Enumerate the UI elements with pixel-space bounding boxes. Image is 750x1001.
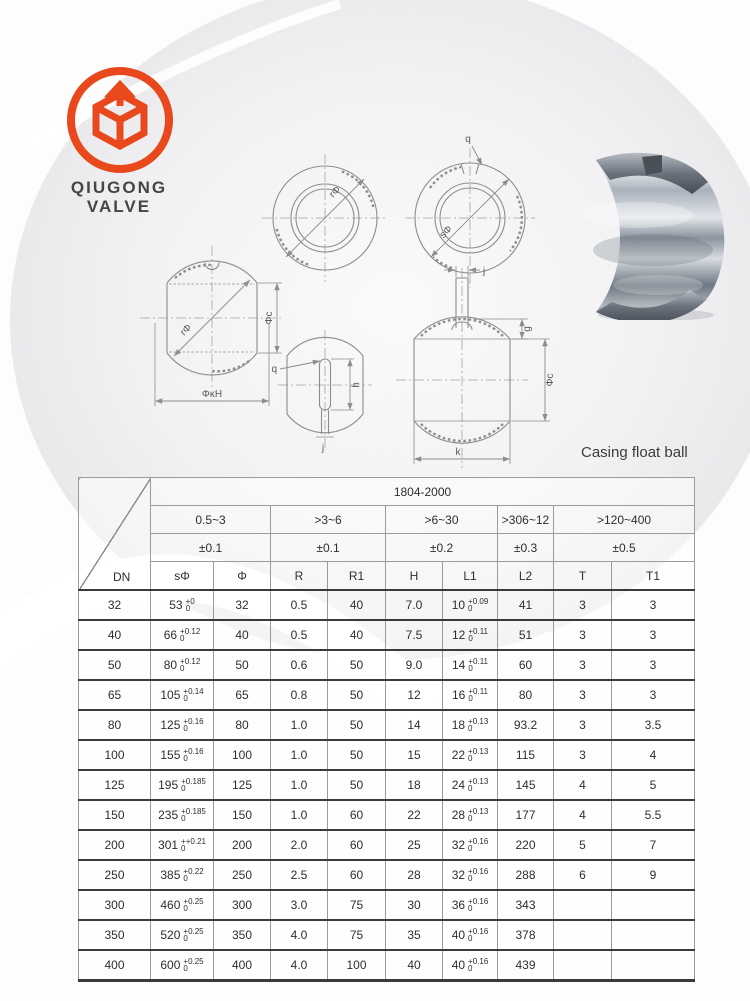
table-cell: 520 +0.25 0 [151, 920, 214, 950]
table-cell: 50 [79, 650, 151, 680]
table-row [79, 740, 695, 770]
table-cell: 14 +0.11 0 [443, 650, 498, 680]
column-header: H [386, 562, 443, 591]
table-row [79, 590, 695, 620]
table-cell: 220 [498, 830, 554, 860]
table-cell: 80 +0.12 0 [151, 650, 214, 680]
column-header: Φ [214, 562, 271, 591]
table-cell: 22 +0.13 0 [443, 740, 498, 770]
table-cell: 200 [214, 830, 271, 860]
table-cell: 100 [328, 950, 386, 981]
table-cell: 12 [386, 680, 443, 710]
dim-label-phi-c-2: Φc [545, 373, 556, 387]
table-cell: 155 +0.16 0 [151, 740, 214, 770]
table-cell: 5.5 [612, 800, 695, 830]
table-row [79, 860, 695, 890]
table-cell: 75 [328, 920, 386, 950]
range-header: >306~12 [498, 506, 554, 534]
table-cell: 3 [554, 710, 612, 740]
table-cell: 350 [79, 920, 151, 950]
table-cell: 66 +0.12 0 [151, 620, 214, 650]
table-cell: 40 [214, 620, 271, 650]
tolerance-header-row [79, 534, 695, 562]
table-cell: 4 [612, 740, 695, 770]
table-cell: 4.0 [271, 920, 328, 950]
table-cell: 50 [328, 680, 386, 710]
table-cell: 40 [328, 620, 386, 650]
drawing-front-view [262, 154, 388, 282]
table-cell: 14 [386, 710, 443, 740]
table-cell: 4 [554, 800, 612, 830]
dim-label-q: q [465, 134, 471, 145]
table-cell: 177 [498, 800, 554, 830]
tolerance-header: ±0.3 [498, 534, 554, 562]
table-cell: 32 [79, 590, 151, 620]
dn-corner-cell [79, 478, 151, 591]
column-header-row [79, 562, 695, 591]
table-row [79, 680, 695, 710]
table-cell [612, 920, 695, 950]
table-cell: 460 +0.25 0 [151, 890, 214, 920]
column-header: T [554, 562, 612, 591]
table-cell: 2.5 [271, 860, 328, 890]
table-cell: 250 [79, 860, 151, 890]
table-cell: 125 [214, 770, 271, 800]
table-cell: 400 [79, 950, 151, 981]
dim-label-k: k [455, 447, 461, 458]
dim-label-h: h [351, 382, 362, 388]
range-header: >3~6 [271, 506, 386, 534]
range-header-row [79, 506, 695, 534]
column-header: L2 [498, 562, 554, 591]
table-cell: 235 +0.185 0 [151, 800, 214, 830]
drawing-side-view-right [396, 266, 556, 468]
table-cell: 16 +0.11 0 [443, 680, 498, 710]
table-cell: 28 +0.13 0 [443, 800, 498, 830]
table-cell: 3 [612, 590, 695, 620]
table-cell: 7.0 [386, 590, 443, 620]
table-cell: 60 [328, 800, 386, 830]
table-cell: 1.0 [271, 800, 328, 830]
table-cell: 50 [214, 650, 271, 680]
table-cell: 28 [386, 860, 443, 890]
range-header: >6~30 [386, 506, 498, 534]
table-cell: 40 [386, 950, 443, 981]
table-cell: 100 [79, 740, 151, 770]
table-cell: 50 [328, 710, 386, 740]
table-cell: 150 [214, 800, 271, 830]
table-cell: 93.2 [498, 710, 554, 740]
table-cell: 50 [328, 650, 386, 680]
table-row [79, 830, 695, 860]
table-cell: 301 ++0.21 0 [151, 830, 214, 860]
tolerance-header: ±0.5 [554, 534, 695, 562]
table-cell: 10 +0.09 0 [443, 590, 498, 620]
table-cell: 40 +0.16 0 [443, 950, 498, 981]
table-cell: 100 [214, 740, 271, 770]
table-cell: 5 [612, 770, 695, 800]
table-cell: 3 [612, 680, 695, 710]
table-cell: 1.0 [271, 710, 328, 740]
table-cell: 600 +0.25 0 [151, 950, 214, 981]
table-cell: 250 [214, 860, 271, 890]
table-cell: 3 [554, 620, 612, 650]
spec-table-body [79, 590, 695, 981]
dim-label-r-phi-2: rΦ [178, 322, 195, 339]
table-cell: 9 [612, 860, 695, 890]
dim-label-j: j [483, 266, 486, 277]
table-cell: 40 +0.16 0 [443, 920, 498, 950]
table-cell: 3.5 [612, 710, 695, 740]
table-cell: 41 [498, 590, 554, 620]
table-cell: 7 [612, 830, 695, 860]
table-cell: 0.6 [271, 650, 328, 680]
table-cell: 3.0 [271, 890, 328, 920]
table-cell: 40 [79, 620, 151, 650]
table-row [79, 770, 695, 800]
table-cell: 2.0 [271, 830, 328, 860]
table-cell: 60 [328, 830, 386, 860]
table-cell: 12 +0.11 0 [443, 620, 498, 650]
table-cell: 65 [79, 680, 151, 710]
dim-label-g: g [522, 326, 533, 332]
table-row [79, 650, 695, 680]
table-cell: 105 +0.14 0 [151, 680, 214, 710]
column-header: sΦ [151, 562, 214, 591]
table-cell [554, 920, 612, 950]
table-cell: 3 [612, 650, 695, 680]
table-row [79, 620, 695, 650]
table-cell: 288 [498, 860, 554, 890]
table-cell: 3 [554, 740, 612, 770]
table-cell: 1.0 [271, 770, 328, 800]
table-cell: 53 +0 0 [151, 590, 214, 620]
table-cell: 3 [612, 620, 695, 650]
table-cell: 32 +0.16 0 [443, 860, 498, 890]
table-cell: 18 +0.13 0 [443, 710, 498, 740]
table-cell [554, 890, 612, 920]
column-header: R1 [328, 562, 386, 591]
company-name-line2: VALVE [86, 197, 152, 216]
table-cell [612, 890, 695, 920]
dim-label-phi-k-h: ΦκH [201, 389, 223, 400]
table-cell: 125 +0.16 0 [151, 710, 214, 740]
table-cell: 80 [79, 710, 151, 740]
table-cell: 4.0 [271, 950, 328, 981]
column-header: T1 [612, 562, 695, 591]
table-cell: 18 [386, 770, 443, 800]
table-cell: 22 [386, 800, 443, 830]
table-cell: 60 [328, 860, 386, 890]
table-cell: 385 +0.22 0 [151, 860, 214, 890]
table-cell: 439 [498, 950, 554, 981]
table-cell: 125 [79, 770, 151, 800]
drawing-front-view-notch [405, 134, 535, 288]
dim-label-j-2: j [321, 443, 325, 454]
table-cell: 5 [554, 830, 612, 860]
table-cell: 0.5 [271, 620, 328, 650]
table-cell: 400 [214, 950, 271, 981]
drawing-side-view-left [140, 246, 284, 406]
table-cell: 9.0 [386, 650, 443, 680]
table-cell: 75 [328, 890, 386, 920]
table-cell: 65 [214, 680, 271, 710]
table-cell: 145 [498, 770, 554, 800]
dim-label-r-phi: rΦ [327, 184, 344, 201]
table-cell: 350 [214, 920, 271, 950]
table-cell [554, 950, 612, 981]
table-cell: 24 +0.13 0 [443, 770, 498, 800]
table-cell: 36 +0.16 0 [443, 890, 498, 920]
table-cell: 3 [554, 680, 612, 710]
table-cell: 195 +0.185 0 [151, 770, 214, 800]
table-cell: 343 [498, 890, 554, 920]
table-cell: 0.5 [271, 590, 328, 620]
table-cell: 200 [79, 830, 151, 860]
table-cell: 1.0 [271, 740, 328, 770]
table-cell [612, 950, 695, 981]
table-cell: 4 [554, 770, 612, 800]
table-cell: 3 [554, 650, 612, 680]
table-cell: 15 [386, 740, 443, 770]
table-cell: 80 [214, 710, 271, 740]
product-photo-3d-ball [538, 120, 733, 320]
drawing-slot-view [271, 330, 372, 454]
tolerance-header: ±0.2 [386, 534, 498, 562]
dim-label-s-phi: sΦ [437, 223, 455, 241]
spec-table [78, 477, 695, 982]
table-cell: 50 [328, 740, 386, 770]
table-cell: 40 [328, 590, 386, 620]
dn-label: DN [113, 570, 131, 584]
table-row [79, 710, 695, 740]
table-cell: 30 [386, 890, 443, 920]
page-title: Casing float ball [581, 444, 688, 461]
table-cell: 7.5 [386, 620, 443, 650]
tolerance-header: ±0.1 [151, 534, 271, 562]
dim-label-q-2: q [271, 364, 277, 375]
table-row [79, 800, 695, 830]
table-cell: 32 +0.16 0 [443, 830, 498, 860]
table-row [79, 950, 695, 981]
table-cell: 3 [554, 590, 612, 620]
column-header: L1 [443, 562, 498, 591]
table-cell: 32 [214, 590, 271, 620]
series-header: 1804-2000 [151, 478, 695, 506]
table-cell: 300 [214, 890, 271, 920]
table-row [79, 890, 695, 920]
table-cell: 80 [498, 680, 554, 710]
company-name-line1: QIUGONG [70, 178, 168, 197]
range-header: >120~400 [554, 506, 695, 534]
table-cell: 115 [498, 740, 554, 770]
table-cell: 51 [498, 620, 554, 650]
table-cell: 0.8 [271, 680, 328, 710]
table-cell: 150 [79, 800, 151, 830]
dim-label-phi-c: Φc [264, 311, 275, 325]
table-cell: 300 [79, 890, 151, 920]
table-cell: 60 [498, 650, 554, 680]
table-cell: 35 [386, 920, 443, 950]
range-header: 0.5~3 [151, 506, 271, 534]
table-row [79, 920, 695, 950]
table-cell: 378 [498, 920, 554, 950]
column-header: R [271, 562, 328, 591]
table-cell: 6 [554, 860, 612, 890]
tolerance-header: ±0.1 [271, 534, 386, 562]
table-cell: 50 [328, 770, 386, 800]
table-cell: 25 [386, 830, 443, 860]
